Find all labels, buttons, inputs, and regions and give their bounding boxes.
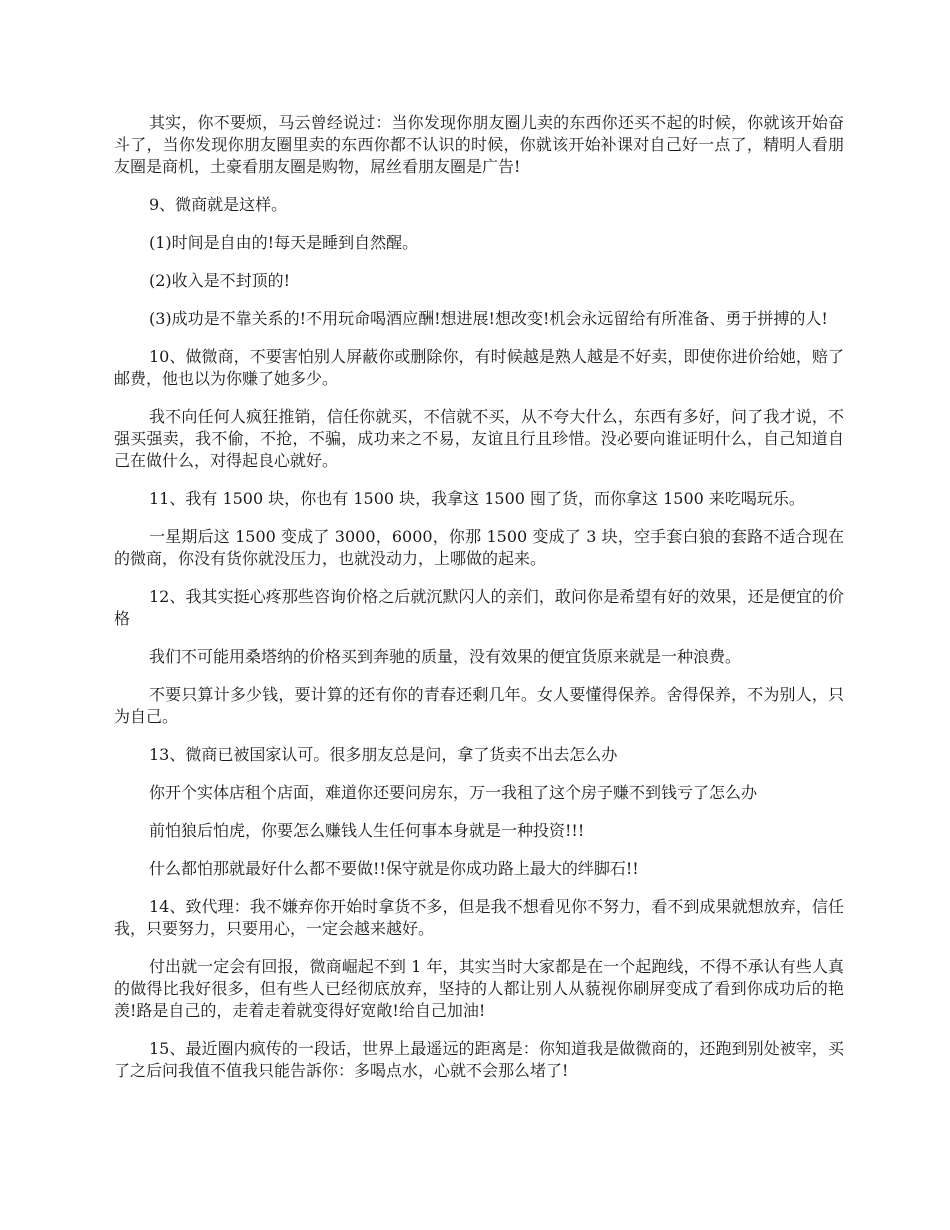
paragraph-12: 12、我其实挺心疼那些咨询价格之后就沉默闪人的亲们，敢问你是希望有好的效果，还是便宜的价格 (114, 587, 844, 628)
paragraph-13-body-1: 你开个实体店租个店面，难道你还要问房东，万一我租了这个房子赚不到钱亏了怎么办 (149, 783, 758, 802)
paragraph-12-body-2: 不要只算计多少钱，要计算的还有你的青春还剩几年。女人要懂得保养。舍得保养，不为别人，只为自己。 (114, 685, 844, 726)
paragraph-9-item-3: (3)成功是不靠关系的!不用玩命喝酒应酬!想进展!想改变!机会永远留给有所准备、勇于拼搏的人! (149, 309, 828, 328)
paragraph-intro: 其实，你不要烦，马云曾经说过：当你发现你朋友圈儿卖的东西你还买不起的时候，你就该开始奋斗了，当你发现你朋友圈里卖的东西你都不认识的时候，你就该开始补课对自己好一点了，精明人看朋友圈是商机，土豪看朋友圈是购物，屌丝看朋友圈是广告! (114, 113, 844, 176)
paragraph-9-item-2: (2)收入是不封顶的! (149, 271, 291, 290)
paragraph-10-body: 我不向任何人疯狂推销，信任你就买，不信就不买，从不夸大什么，东西有多好，问了我才说，不强买强卖，我不偷，不抢，不骗，成功来之不易，友谊且行且珍惜。没必要向谁证明什么，自己知道自己在做什么，对得起良心就好。 (114, 407, 844, 470)
paragraph-13: 13、微商已被国家认可。很多朋友总是问，拿了货卖不出去怎么办 (149, 745, 618, 764)
paragraph-13-body-3: 什么都怕那就最好什么都不要做!!保守就是你成功路上最大的绊脚石!! (149, 859, 639, 878)
paragraph-11-body: 一星期后这 1500 变成了 3000，6000，你那 1500 变成了 3 块，空手套白狼的套路不适合现在的微商，你没有货你就没压力，也就没动力，上哪做的起来。 (114, 527, 844, 568)
paragraph-14: 14、致代理：我不嫌弃你开始时拿货不多，但是我不想看见你不努力，看不到成果就想放弃，信任我，只要努力，只要用心，一定会越来越好。 (114, 897, 844, 938)
paragraph-12-body-1: 我们不可能用桑塔纳的价格买到奔驰的质量，没有效果的便宜货原来就是一种浪费。 (149, 647, 742, 666)
paragraph-14-body: 付出就一定会有回报，微商崛起不到 1 年，其实当时大家都是在一个起跑线，不得不承认有些人真的做得比我好很多，但有些人已经彻底放弃，坚持的人都让别人从藐视你刷屏变成了看到你成功后的艳羡!路是自己的，走着走着就变得好宽敞!给自己加油! (114, 957, 844, 1020)
paragraph-9-item-1: (1)时间是自由的!每天是睡到自然醒。 (149, 233, 419, 252)
paragraph-11: 11、我有 1500 块，你也有 1500 块，我拿这 1500 囤了货，而你拿这 1500 来吃喝玩乐。 (149, 489, 805, 508)
paragraph-13-body-2: 前怕狼后怕虎，你要怎么赚钱人生任何事本身就是一种投资!!! (149, 821, 585, 840)
document-body (114, 112, 844, 1098)
paragraph-9-heading: 9、微商就是这样。 (149, 195, 288, 214)
paragraph-15: 15、最近圈内疯传的一段话，世界上最遥远的距离是：你知道我是做微商的，还跑到别处被宰，买了之后问我值不值我只能告訴你：多喝点水，心就不会那么堵了! (114, 1039, 844, 1080)
paragraph-10: 10、做微商，不要害怕别人屏蔽你或删除你，有时候越是熟人越是不好卖，即使你进价给她，赔了邮费，他也以为你赚了她多少。 (114, 347, 844, 388)
